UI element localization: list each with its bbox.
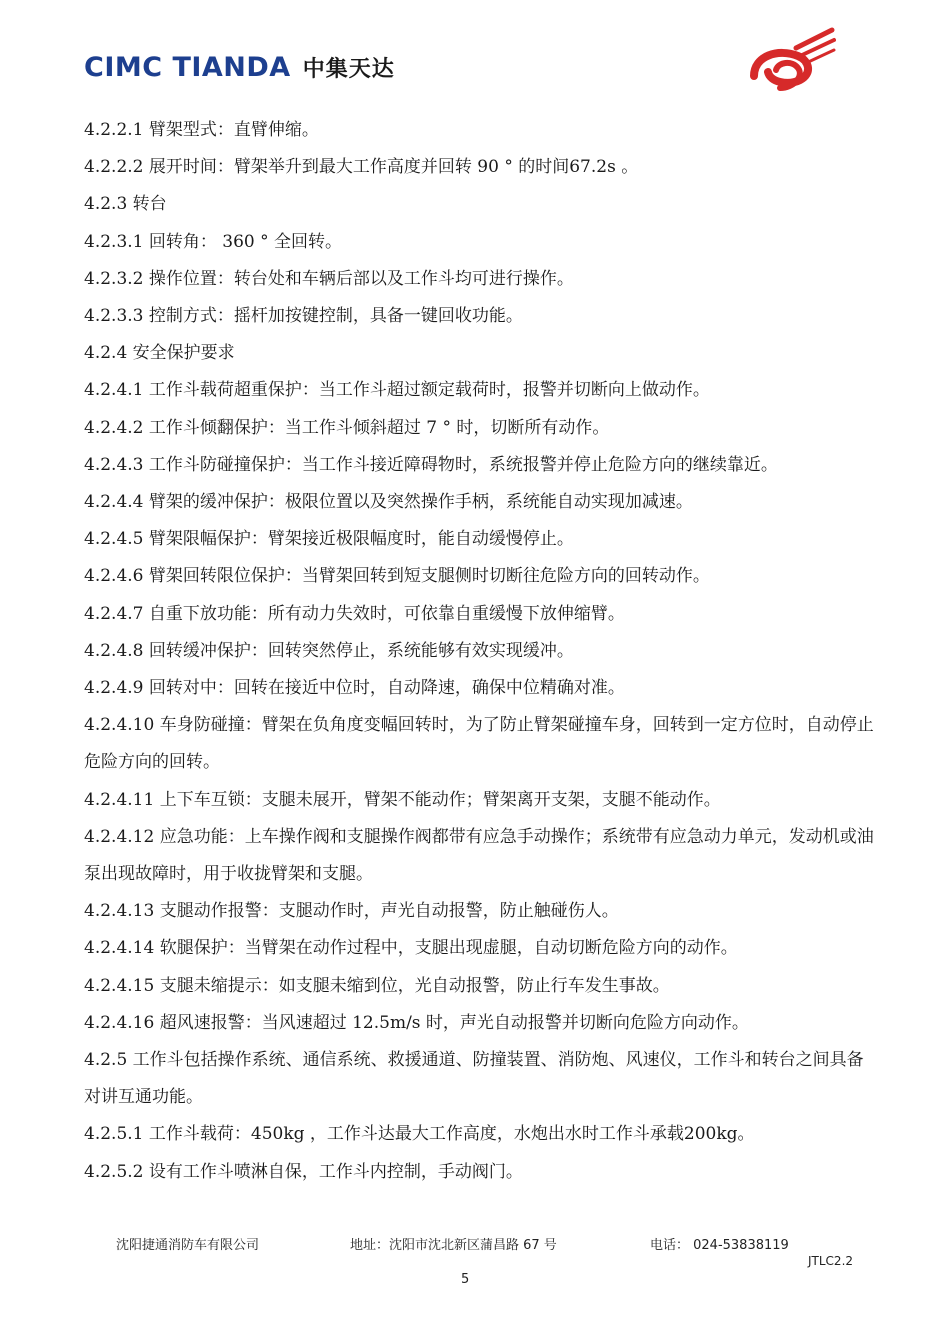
paragraph: 4.2.5.2 设有工作斗喷淋自保，工作斗内控制，手动阀门。 xyxy=(84,1161,523,1182)
page-footer xyxy=(0,1228,945,1328)
footer-phone: 电话： 024-53838119 xyxy=(650,1238,789,1253)
paragraph: 4.2.4.12 应急功能：上车操作阀和支腿操作阀都带有应急手动操作；系统带有应急动力单元，发动机或油泵出现故障时，用于收拢臂架和支腿。 xyxy=(84,826,874,885)
document-body xyxy=(84,112,874,1191)
paragraph: 4.2.2.1 臂架型式：直臂伸缩。 xyxy=(84,120,319,140)
paragraph: 4.2.4.1 工作斗载荷超重保护：当工作斗超过额定载荷时，报警并切断向上做动作。 xyxy=(84,380,710,401)
paragraph: 4.2.4.3 工作斗防碰撞保护：当工作斗接近障碍物时，系统报警并停止危险方向的继续靠近。 xyxy=(84,454,778,475)
section-heading: 4.2.4 安全保护要求 xyxy=(84,343,235,364)
paragraph: 4.2.4.16 超风速报警：当风速超过 12.5m/s 时，声光自动报警并切断向危险方向动作。 xyxy=(84,1012,749,1033)
paragraph: 4.2.4.7 自重下放功能：所有动力失效时，可依靠自重缓慢下放伸缩臂。 xyxy=(84,603,625,624)
footer-address: 地址：沈阳市沈北新区蒲昌路 67 号 xyxy=(350,1238,557,1253)
paragraph: 4.2.3.2 操作位置：转台处和车辆后部以及工作斗均可进行操作。 xyxy=(84,268,574,289)
paragraph: 4.2.2.2 展开时间：臂架举升到最大工作高度并回转 90 ° 的时间67.2s 。 xyxy=(84,157,639,178)
paragraph: 4.2.4.6 臂架回转限位保护：当臂架回转到短支腿侧时切断往危险方向的回转动作。 xyxy=(84,566,710,587)
paragraph: 4.2.4.8 回转缓冲保护：回转突然停止，系统能够有效实现缓冲。 xyxy=(84,640,574,661)
page-header xyxy=(0,0,945,110)
paragraph: 4.2.5.1 工作斗载荷：450kg ，工作斗达最大工作高度，水炮出水时工作斗承载200kg。 xyxy=(84,1124,755,1145)
paragraph: 4.2.4.5 臂架限幅保护：臂架接近极限幅度时，能自动缓慢停止。 xyxy=(84,529,574,550)
cimc-swirl-logo-icon xyxy=(748,26,836,96)
paragraph: 4.2.4.14 软腿保护：当臂架在动作过程中，支腿出现虚腿，自动切断危险方向的动作。 xyxy=(84,938,738,959)
footer-company: 沈阳捷通消防车有限公司 xyxy=(116,1238,260,1253)
paragraph: 4.2.4.2 工作斗倾翻保护：当工作斗倾斜超过 7 ° 时，切断所有动作。 xyxy=(84,417,610,438)
paragraph: 4.2.3.1 回转角： 360 ° 全回转。 xyxy=(84,231,343,252)
paragraph: 4.2.4.15 支腿未缩提示：如支腿未缩到位，光自动报警，防止行车发生事故。 xyxy=(84,975,670,996)
paragraph: 4.2.4.4 臂架的缓冲保护：极限位置以及突然操作手柄，系统能自动实现加减速。 xyxy=(84,492,693,513)
footer-doc-code: JTLC2.2 xyxy=(808,1254,854,1268)
paragraph: 4.2.5 工作斗包括操作系统、通信系统、救援通道、防撞装置、消防炮、风速仪，工作斗和转台之间具备对讲互通功能。 xyxy=(84,1050,864,1108)
section-heading: 4.2.3 转台 xyxy=(84,194,167,215)
paragraph: 4.2.4.11 上下车互锁：支腿未展开，臂架不能动作；臂架离开支架，支腿不能动作。 xyxy=(84,789,721,810)
paragraph: 4.2.4.9 回转对中：回转在接近中位时，自动降速，确保中位精确对准。 xyxy=(84,678,625,699)
paragraph: 4.2.3.3 控制方式：摇杆加按键控制，具备一键回收功能。 xyxy=(84,306,523,327)
paragraph: 4.2.4.10 车身防碰撞：臂架在负角度变幅回转时，为了防止臂架碰撞车身，回转到一定方位时，自动停止危险方向的回转。 xyxy=(84,715,874,773)
page-number: 5 xyxy=(461,1272,470,1287)
paragraph: 4.2.4.13 支腿动作报警：支腿动作时，声光自动报警，防止触碰伤人。 xyxy=(84,901,619,922)
brand-wordmark xyxy=(84,50,395,84)
brand-name-en: CIMC TIANDA xyxy=(84,51,291,83)
brand-name-cn: 中集天达 xyxy=(302,56,395,82)
